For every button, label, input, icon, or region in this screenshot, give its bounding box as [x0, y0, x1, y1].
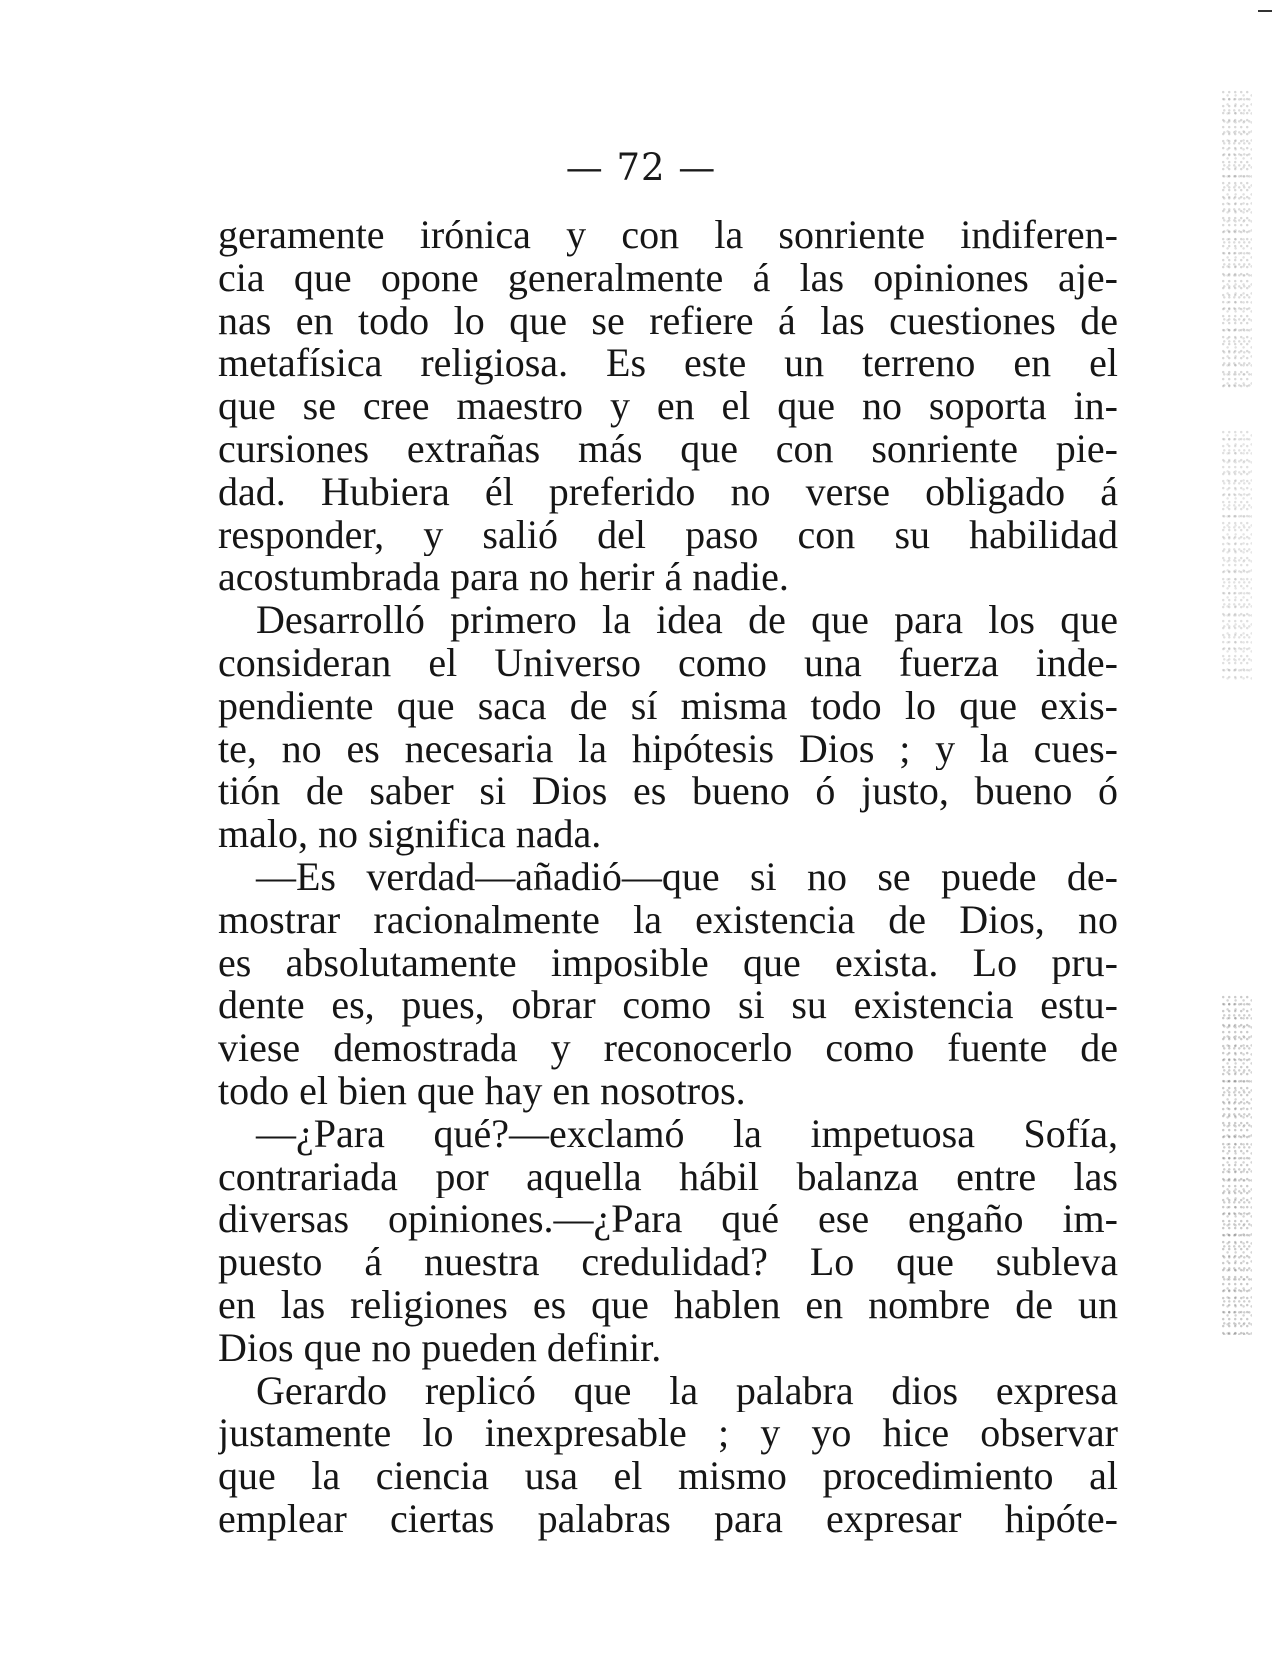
text-line: —¿Para qué?—exclamó la impetuosa Sofía, [256, 1112, 1118, 1156]
text-line: emplear ciertas palabras para expresar hipóte- [218, 1497, 1118, 1541]
text-line: todo el bien que hay en nosotros. [218, 1069, 746, 1113]
text-line: metafísica religiosa. Es este un terreno en el [218, 342, 1118, 386]
scan-edge-noise [1222, 995, 1252, 1335]
text-line: en las religiones es que hablen en nombre de un [218, 1283, 1118, 1327]
text-line: que la ciencia usa el mismo procedimiento al [218, 1455, 1118, 1498]
text-line: contrariada por aquella hábil balanza entre las [218, 1155, 1118, 1199]
text-line: cursiones extrañas más que con sonriente pie- [218, 427, 1118, 471]
text-line: Dios que no pueden definir. [218, 1326, 662, 1370]
text-line: —Es verdad—añadió—que si no se puede de- [256, 855, 1118, 899]
text-line: te, no es necesaria la hipótesis Dios ; y la cues- [218, 727, 1118, 771]
text-line: Desarrolló primero la idea de que para los que [256, 599, 1118, 642]
scan-edge-noise [1222, 430, 1252, 680]
text-line: consideran el Universo como una fuerza inde- [218, 641, 1118, 685]
text-line: que se cree maestro y en el que no soporta in- [218, 385, 1118, 428]
text-line: puesto á nuestra credulidad? Lo que subleva [218, 1241, 1118, 1284]
text-line: responder, y salió del paso con su habilidad [218, 513, 1118, 557]
text-line: nas en todo lo que se refiere á las cuestiones de [218, 299, 1118, 343]
page-number: — 72 — [565, 146, 717, 189]
text-line: mostrar racionalmente la existencia de Dios, no [218, 898, 1118, 942]
text-line: acostumbrada para no herir á nadie. [218, 556, 789, 600]
text-line: cia que opone generalmente á las opiniones aje- [218, 256, 1118, 300]
text-line: viese demostrada y reconocerlo como fuente de [218, 1027, 1118, 1070]
text-line: justamente lo inexpresable ; y yo hice observar [218, 1412, 1118, 1456]
text-line: geramente irónica y con la sonriente indiferen- [218, 214, 1118, 257]
text-line: tión de saber si Dios es bueno ó justo, bueno ó [218, 770, 1118, 814]
text-line: Gerardo replicó que la palabra dios expresa [256, 1369, 1118, 1413]
scan-edge-noise [1222, 90, 1252, 390]
body-text [218, 214, 1118, 1541]
scan-corner-mark [1258, 10, 1272, 12]
text-line: dente es, pues, obrar como si su existencia estu- [218, 984, 1118, 1028]
text-line: diversas opiniones.—¿Para qué ese engaño im- [218, 1198, 1118, 1242]
text-line: pendiente que saca de sí misma todo lo que exis- [218, 684, 1118, 728]
text-line: malo, no significa nada. [218, 813, 602, 856]
text-line: dad. Hubiera él preferido no verse obligado á [218, 470, 1118, 514]
text-line: es absolutamente imposible que exista. Lo pru- [218, 941, 1118, 985]
